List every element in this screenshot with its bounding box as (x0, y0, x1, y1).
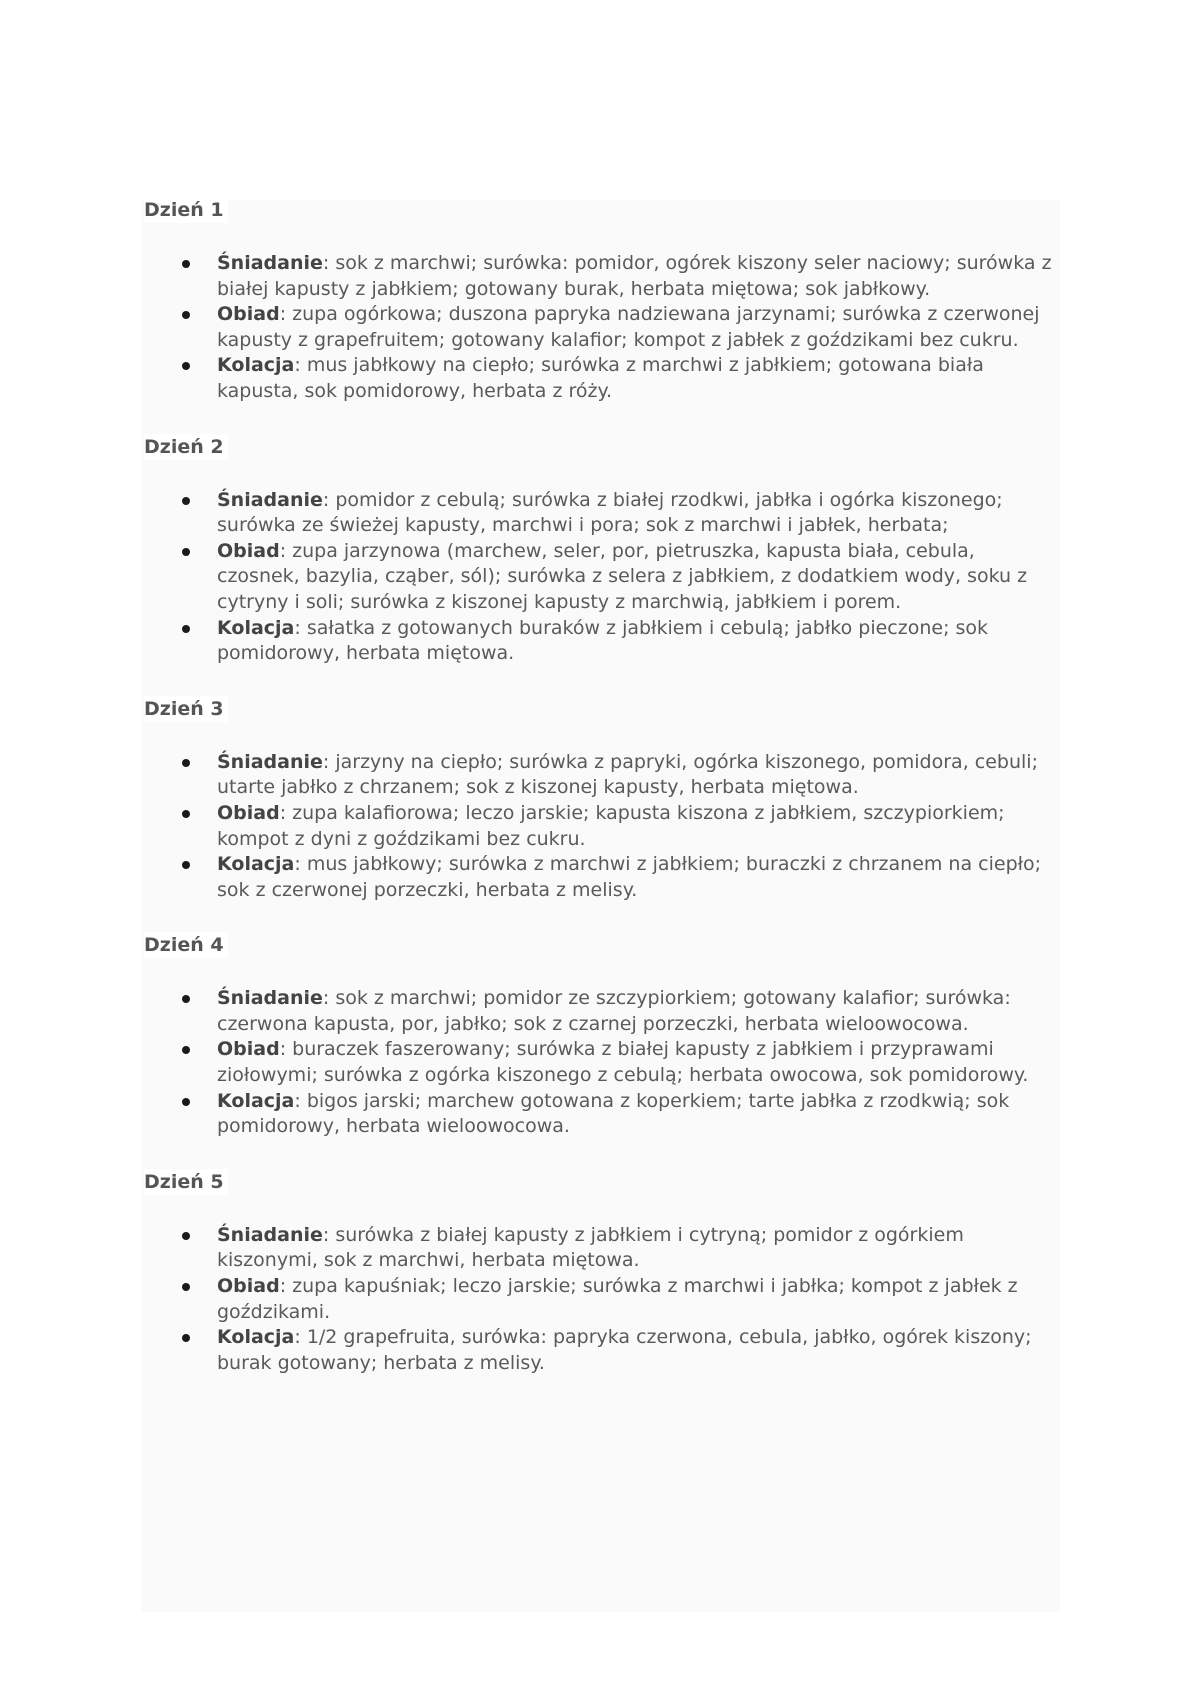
meal-list (144, 251, 1054, 405)
meal-text: : zupa ogórkowa; duszona papryka nadziewana jarzynami; surówka z czerwonej kapusty z grapefruitem; gotowany kalafior; kompot z jabłek z goździkami bez cukru. (217, 303, 1040, 351)
list-item (144, 488, 1054, 539)
meal-label: Obiad (217, 539, 280, 562)
list-item (144, 302, 1054, 353)
meal-label: Śniadanie (217, 750, 323, 773)
meal-list (144, 1223, 1054, 1377)
meal-text: : 1/2 grapefruita, surówka: papryka czerwona, cebula, jabłko, ogórek kiszony; burak gotowany; herbata z melisy. (217, 1326, 1032, 1374)
day-2-section (144, 434, 1054, 667)
meal-text: : zupa kalafiorowa; leczo jarskie; kapusta kiszona z jabłkiem, szczypiorkiem; kompot z dyni z goździkami bez cukru. (217, 801, 1005, 850)
bullet-icon (182, 810, 190, 818)
bullet-icon (182, 861, 190, 869)
meal-text: : jarzyny na ciepło; surówka z papryki, ogórka kiszonego, pomidora, cebuli; utarte jabłko z chrzanem; sok z kiszonej kapusty, herbata miętowa. (217, 750, 1038, 799)
meal-label: Śniadanie (217, 252, 323, 274)
meal-label: Kolacja (217, 616, 295, 639)
day-heading: Dzień 2 (144, 434, 228, 460)
meal-label: Śniadanie (217, 987, 323, 1010)
meal-text: : buraczek faszerowany; surówka z białej kapusty z jabłkiem i przyprawami ziołowymi; surówka z ogórka kiszonego z cebulą; herbata owocowa, sok pomidorowy. (217, 1038, 1029, 1087)
meal-label: Kolacja (217, 1326, 295, 1349)
day-1-section (144, 197, 1054, 405)
bullet-icon (182, 1283, 190, 1291)
bullet-icon (182, 759, 190, 767)
list-item (144, 1325, 1054, 1376)
bullet-icon (182, 995, 190, 1003)
bullet-icon (182, 1232, 190, 1240)
meal-label: Obiad (217, 303, 280, 326)
bullet-icon (182, 625, 190, 633)
list-item (144, 750, 1054, 801)
list-item (144, 801, 1054, 852)
meal-text: : bigos jarski; marchew gotowana z koperkiem; tarte jabłka z rzodkwią; sok pomidorowy, herbata wieloowocowa. (217, 1089, 1010, 1138)
meal-text: : sok z marchwi; pomidor ze szczypiorkiem; gotowany kalafior; surówka: czerwona kapusta, por, jabłko; sok z czarnej porzeczki, herbata wieloowocowa. (217, 987, 1011, 1035)
list-item (144, 1089, 1054, 1140)
meal-label: Śniadanie (217, 1223, 323, 1246)
meal-list (144, 986, 1054, 1140)
meal-list (144, 750, 1054, 904)
bullet-icon (182, 548, 190, 556)
meal-list (144, 488, 1054, 667)
day-3-section (144, 696, 1054, 904)
meal-text: : zupa jarzynowa (marchew, seler, por, pietruszka, kapusta biała, cebula, czosnek, bazylia, cząber, sól); surówka z selera z jabłkiem, z dodatkiem wody, soku z cytryny i soli; surówka z kiszonej kapusty z marchwią, jabłkiem i porem. (217, 539, 1028, 613)
list-item (144, 1037, 1054, 1088)
meal-text: : pomidor z cebulą; surówka z białej rzodkwi, jabłka i ogórka kiszonego; surówka ze świeżej kapusty, marchwi i pora; sok z marchwi i jabłek, herbata; (217, 488, 1003, 537)
list-item (144, 251, 1054, 302)
day-heading: Dzień 3 (144, 696, 228, 722)
day-4-section (144, 932, 1054, 1140)
day-heading: Dzień 1 (144, 197, 228, 223)
meal-text: : zupa kapuśniak; leczo jarskie; surówka z marchwi i jabłka; kompot z jabłek z goździkami. (217, 1275, 1018, 1323)
meal-label: Obiad (217, 1038, 280, 1061)
meal-label: Obiad (217, 801, 280, 824)
bullet-icon (182, 362, 190, 370)
day-heading: Dzień 4 (144, 932, 228, 958)
meal-label: Kolacja (217, 1089, 295, 1112)
meal-plan-document (144, 197, 1054, 1405)
bullet-icon (182, 1046, 190, 1054)
list-item (144, 353, 1054, 404)
meal-label: Kolacja (217, 853, 295, 876)
meal-text: : sałatka z gotowanych buraków z jabłkiem i cebulą; jabłko pieczone; sok pomidorowy, herbata miętowa. (217, 616, 989, 665)
meal-label: Obiad (217, 1275, 280, 1298)
list-item (144, 1223, 1054, 1274)
list-item (144, 616, 1054, 667)
bullet-icon (182, 260, 190, 268)
list-item (144, 986, 1054, 1037)
list-item (144, 539, 1054, 616)
meal-text: : mus jabłkowy; surówka z marchwi z jabłkiem; buraczki z chrzanem na ciepło; sok z czerwonej porzeczki, herbata z melisy. (217, 853, 1042, 901)
bullet-icon (182, 311, 190, 319)
list-item (144, 1274, 1054, 1325)
meal-label: Kolacja (217, 354, 295, 377)
bullet-icon (182, 1098, 190, 1106)
bullet-icon (182, 1334, 190, 1342)
day-heading: Dzień 5 (144, 1169, 228, 1195)
meal-text: : mus jabłkowy na ciepło; surówka z marchwi z jabłkiem; gotowana biała kapusta, sok pomidorowy, herbata z róży. (217, 354, 984, 402)
list-item (144, 852, 1054, 903)
bullet-icon (182, 497, 190, 505)
meal-label: Śniadanie (217, 488, 323, 511)
meal-text: : sok z marchwi; surówka: pomidor, ogórek kiszony seler naciowy; surówka z białej kapusty z jabłkiem; gotowany burak, herbata miętowa; sok jabłkowy. (217, 252, 1052, 300)
day-5-section (144, 1169, 1054, 1377)
meal-text: : surówka z białej kapusty z jabłkiem i cytryną; pomidor z ogórkiem kiszonymi, sok z marchwi, herbata miętowa. (217, 1223, 964, 1272)
